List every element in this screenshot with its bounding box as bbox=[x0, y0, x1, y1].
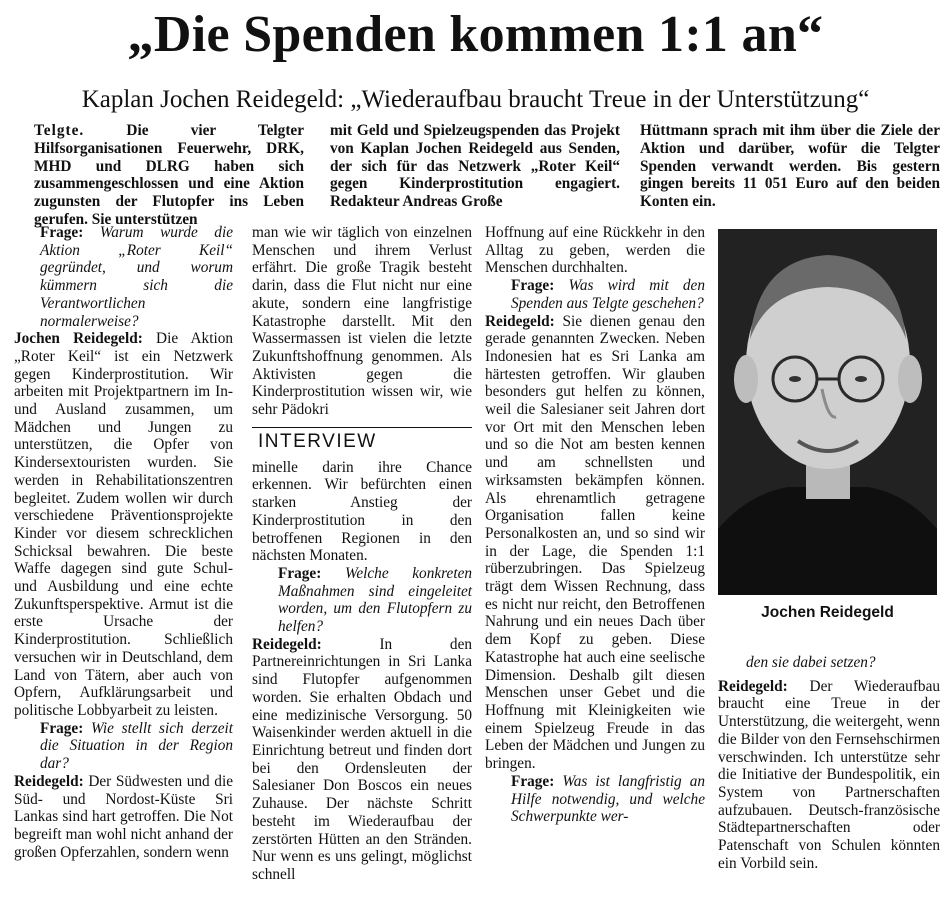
question-2 bbox=[14, 720, 233, 773]
column-4 bbox=[718, 654, 940, 872]
answer-4 bbox=[485, 313, 705, 773]
answer-2 bbox=[14, 773, 233, 862]
question-label: Frage: bbox=[278, 564, 322, 582]
answer-3 bbox=[252, 636, 472, 884]
answer-label: Jochen Reidegeld: bbox=[14, 330, 143, 348]
answer-text: Der Wiederaufbau braucht eine Treue in der Unterstützung, die weitergeht, wenn die Bilder von den Fernsehschirmen verschwinden. Ich unterstütze sehr die Initiative der Bundespolitik, ein System von Partnerschaften aufzubauen. Deutsch-französische Städtepartnerschaften oder Patenschaft von Schulen könnten ein Vorbild sein. bbox=[718, 677, 941, 872]
question-label: Frage: bbox=[511, 277, 555, 295]
subheadline: Kaplan Jochen Reidegeld: „Wiederaufbau braucht Treue in der Unterstützung“ bbox=[81, 86, 870, 113]
question-label: Frage: bbox=[40, 719, 84, 737]
answer-1 bbox=[14, 330, 233, 719]
question-text: Was ist langfristig an Hilfe notwendig, und welche Schwerpunkte wer- bbox=[511, 772, 705, 826]
interview-label: INTERVIEW bbox=[258, 430, 377, 452]
paragraph: Hoffnung auf eine Rückkehr in den Alltag zu geben, werden die Menschen durchhalten. bbox=[485, 224, 705, 277]
headline: „Die Spenden kommen 1:1 an“ bbox=[127, 6, 824, 63]
question-text: Welche konkreten Maßnahmen sind eingeleitet worden, um den Flutopfern zu helfen? bbox=[278, 564, 473, 636]
answer-label: Reidegeld: bbox=[252, 635, 322, 653]
answer-5 bbox=[718, 678, 940, 873]
answer-label: Reidegeld: bbox=[14, 772, 84, 790]
question-4 bbox=[485, 277, 705, 312]
question-label: Frage: bbox=[40, 224, 84, 241]
question-5 bbox=[485, 773, 705, 826]
question-1 bbox=[14, 224, 233, 330]
column-3 bbox=[485, 224, 705, 826]
question-text: Wie stellt sich derzeit die Situation in der Region dar? bbox=[40, 719, 233, 773]
answer-text: Der Südwesten und die Süd- und Nordost-Küste Sri Lankas sind hart getroffen. Die Not begreift man wohl nicht anhand der großen Opferzahlen, sondern wenn bbox=[14, 772, 233, 861]
interview-box bbox=[252, 427, 472, 453]
lead-col-3: Hüttmann sprach mit ihm über die Ziele der Aktion und darüber, wofür die Telgter Spenden verwandt werden. Bis gestern gingen bereits 11 051 Euro auf den beiden Konten ein. bbox=[640, 122, 940, 211]
paragraph: minelle darin ihre Chance erkennen. Wir befürchten einen starken Anstieg der Kinderprostitution in den betroffenen Regionen in den nächsten Monaten. bbox=[252, 458, 472, 565]
answer-text: Sie dienen genau den gerade genannten Zwecken. Neben Indonesien hat es Sri Lanka am härtesten getroffen. Wir glauben besonders gut helfen zu können, weil die Salesianer seit Jahren dort vor Ort mit den Menschen leben und so die Not am besten kennen und am schnellsten und wirksamsten bekämpfen können. Als ehrenamtlich getragene Organisation fallen keine Personalkosten an, und so sind wir in der Lage, die Spenden 1:1 rüberzubringen. Das Spielzeug trägt dem Wissen Rechnung, dass es nicht nur reicht, den Betroffenen Nahrung und ein neues Dach über dem Kopf zu geben. Diese Katastrophe hat auch eine seelische Dimension. Deshalb gilt diesen Menschen unser Gebet und die Hoffnung mit Kleinigkeiten wie einem Spielzeug Freude in das Leben der Mädchen und Jungen zu bringen. bbox=[485, 312, 705, 773]
lead-col-1 bbox=[34, 122, 304, 229]
portrait-photo bbox=[718, 229, 937, 595]
answer-label: Reidegeld: bbox=[485, 312, 555, 330]
column-1 bbox=[14, 224, 233, 861]
lead-place: Telgte. bbox=[34, 122, 85, 139]
answer-text: In den Partnereinrichtungen in Sri Lanka sind Flutopfer aufgenommen worden. Sie erhalten Obdach und eine medizinische Versorgung. 50 Waisenkinder werden aktuell in die Einrichtung betreut und finden dort bei den Ordensleuten der Salesianer Don Boscos ein neues Zuhause. Der nächste Schritt besteht im Wiederaufbau der zerstörten Hütten an den Stränden. Nur wenn es uns gelingt, möglichst schnell bbox=[252, 635, 473, 883]
answer-text: Die Aktion „Roter Keil“ ist ein Netzwerk gegen Kinderprostitution. Wir arbeiten mit Projektpartnern im In- und Ausland zusammen, um Mädchen und Jungen zu unterstützen, die Opfer von Kindersextouristen wurden. Sie werden in Rehabilitationszentren begleitet. Zudem wollen wir durch verschiedene Präventionsprojekte Kinder vor diesem schrecklichen Schicksal bewahren. Die beste Waffe dagegen sind gute Schul- und Ausbildung und eine echte Zukunftsperspektive. Armut ist die erste Ursache der Kinderprostitution. Schließlich versuchen wir in Deutschland, dem Land von Tätern, aber auch von Opfern, Aufklärungsarbeit und politische Lobbyarbeit zu leisten. bbox=[14, 330, 233, 719]
lead-col-2: mit Geld und Spielzeugspenden das Projekt von Kaplan Jochen Reidegeld aus Senden, der sich für das Netzwerk „Roter Keil“ gegen Kinderprostitution engagiert. Redakteur Andreas Große bbox=[330, 122, 620, 211]
question-label: Frage: bbox=[511, 772, 555, 790]
question-3 bbox=[252, 565, 472, 636]
question-text: Warum wurde die Aktion „Roter Keil“ gegründet, und worum kümmern sich die Verantwortlichen normalerweise? bbox=[40, 224, 233, 330]
answer-label: Reidegeld: bbox=[718, 677, 788, 695]
lead-text-1: Die vier Telgter Hilfsorganisationen Feuerwehr, DRK, MHD und DLRG haben sich zusammengeschlossen und eine Aktion zugunsten der Flutopfer ins Leben gerufen. Sie unterstützen bbox=[34, 122, 305, 228]
portrait-illustration bbox=[718, 229, 937, 595]
question-text: Was wird mit den Spenden aus Telgte geschehen? bbox=[511, 277, 705, 312]
question-5-continued: den sie dabei setzen? bbox=[746, 654, 876, 671]
photo-caption: Jochen Reidegeld bbox=[761, 604, 894, 621]
column-2 bbox=[252, 224, 472, 884]
paragraph: man wie wir täglich von einzelnen Menschen und ihrem Verlust erfährt. Die große Tragik besteht darin, dass die Flut nicht nur eine akute, sondern eine langfristige Katastrophe darstellt. Mit den Wassermassen ist vielen die letzte Zukunftshoffnung genommen. Als Aktivisten gegen die Kinderprostitution wissen wir, wie sehr Pädokri bbox=[252, 224, 472, 419]
